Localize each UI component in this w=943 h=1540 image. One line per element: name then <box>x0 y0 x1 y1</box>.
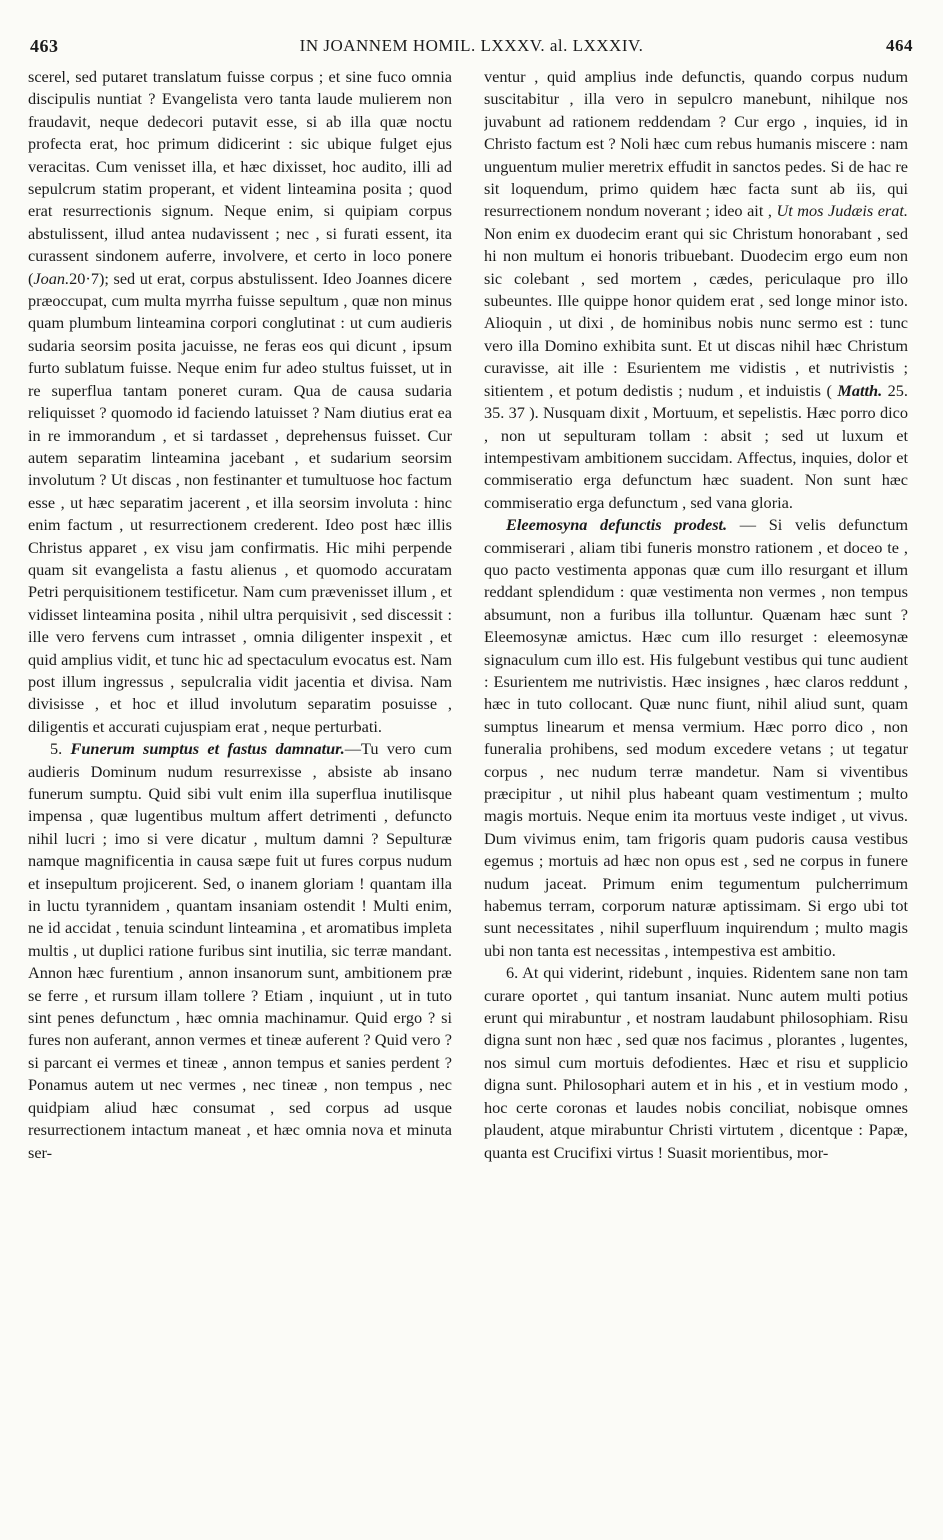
paragraph <box>484 962 908 1164</box>
section-number: 6. <box>506 963 519 983</box>
page-number-right: 464 <box>886 36 913 55</box>
paragraph <box>28 66 452 738</box>
paragraph <box>484 66 908 514</box>
section-heading: Funerum sumptus et fastus damnatur. <box>70 739 345 759</box>
body-text: —Tu vero cum audieris Dominum nudum resurrexisse , absiste ab insano funerum sumptu. Quid sibi vult enim illa superflua inutilisque impensa , quæ lugentibus multum affert detrimenti , defuncto nihil lucri ; imo si vere dicatur , multum damni ? Sepulturæ namque magnificentia in causa sæpe fuit ut fures corpus nudum et insepultum projicerent. Sed, o inanem gloriam ! quantam illa in luctu tyrannidem , quantam insaniam ostendit ! Multi enim, ne id accidat , tenuia scindunt linteamina , et aromatibus impleta multis , ut duplici ratione furibus sint inutilia, sic terræ mandant. Annon hæc furentium , annon insanorum sunt, ambitionem præ se ferre , et rursum illam tollere ? Etiam , inquiunt , ut in tuto sint penes defunctum , hæc omnia machinamur. Quid ergo ? si fures non auferant, annon vermes et tineæ auferent ? Quid vero ? si parcant ei vermes et tineæ , annon tempus et sanies perdent ? Ponamus autem ut nec vermes , nec tineæ , non tempus , nec quidpiam aliud hæc consumat , sed corpus ad usque resurrectionem intactum maneat , et hæc omnia nova et minuta ser- <box>28 739 452 1162</box>
left-column <box>28 66 452 1534</box>
body-text: — Si velis defunctum commiserari , aliam tibi funeris monstro rationem , et doceo te , quo pacto vestimenta apponas quæ cum illo resurgant et illum reddant splendidum : quæ vestimenta non vermes , non tempus absumunt, non a furibus illa tolluntur. Quænam hæc sunt ? Eleemosynæ amictus. Hæc cum illo resurget : eleemosynæ signaculum cum illo est. His fulgebunt vestibus qui tunc audient : Esurientem me nutrivistis. Hæc insignes , hæc claros reddunt , hæc in tuto collocant. Quæ nunc fiunt, nihil aliud sunt, quam sumptus linearum et mensa vermium. Hæc porro dico , non funeralia prohibens, sed modum excedere vetans ; ut tegatur corpus , nec nudum terræ mandetur. Nam si viventibus præcipitur , ut nihil plus habeant quam vestimentum ; multo magis mortuis. Neque enim ita mortuus veste indiget , ut vivus. Dum vivimus enim, tam frigoris quam pudoris causa vestibus egemus ; mortuis ad hæc non opus est , sed ne corpus in funere nudum jaceat. Primum enim tegumentum pulcherrimum habemus terram, corporum naturæ aptissimam. Si ergo ubi tot sunt necessitates , nihil superfluum inquirendum ; multo magis ubi non tanta est necessitas , intempestiva est ambitio. <box>484 515 908 960</box>
body-text: scerel, sed putaret translatum fuisse corpus ; et sine fuco omnia discipulis nuntiat ? Evangelista vero tanta laude mulierem non fraudavit, neque dedecori putavit esse, si ab illa quæ noctu profecta erat, hoc primum didicerint : sic ubique fulget ejus veracitas. Cum venisset illa, et hæc dixisset, hoc audito, illi ad sepulcrum statim properant, et vident linteamina posita ; quod erat resurrectionis signum. Neque enim, si quipiam corpus abstulissent, illud antea nudavissent ; nec , si furati essent, ita curassent sindonem auferre, involvere, et certo in loco ponere ( <box>28 67 452 288</box>
running-header <box>30 30 913 60</box>
body-text: ); sed ut erat, corpus abstulissent. Ideo Joannes dicere præoccupat, cum multa myrrha fuisse sepultum , quæ non minus quam plumbum linteamina corpori conglutinat : ut cum audieris sudaria seorsim posita jacuisse, ne feras eos qui dicunt , ipsum furto sublatum fuisse. Neque enim fur adeo stultus fuisset, ut in re superflua tantam poneret curam. Qua de causa sudaria reliquisset ? quomodo id faciendo latuisset ? Nam diutius erat ea in re immorandum , et si tardasset , deprehensus fuisset. Cur autem separatim linteamina jacebant , et sudarium seorsim involutum ? Ut discas , non festinanter et tumultuose hoc factum esse , ut hæc separatim jacerent , et illa seorsim involuta : hinc enim factum , ut resurrectionem crederent. Ideo post hæc illis Christus apparet , ex visu jam confirmatis. Hic mihi perpende quam sit evangelista a fastu alienus , et quomodo accuratam Petri perquisitionem testificetur. Nam cum prævenisset illum , et vidisset linteamina posita , nihil ultra perquisivit , sed discessit : ille vero fervens cum intrasset , omnia diligenter inspexit , et quid amplius vidit, et tunc hic ad spectaculum evocatus est. Nam post illum ingressus , sepulcralia vidit jacentia et divisa. Nam divisisse , et hoc et illud involutum separatim posuisse , diligentis et accurati cujuspiam erat , neque perturbati. <box>28 268 452 736</box>
right-column <box>484 66 908 1534</box>
scripture-reference: Matth. <box>837 380 883 400</box>
section-number: 5. <box>50 739 63 759</box>
scripture-quote: Ut mos Judæis erat. <box>776 201 908 221</box>
page-number-left: 463 <box>30 36 59 56</box>
scripture-reference: Joan. <box>33 268 70 288</box>
paragraph <box>28 738 452 1164</box>
body-text: At qui viderint, ridebunt , inquies. Ridentem sane non tam curare oportet , qui tantum insaniat. Nunc autem multi potius erunt qui mirabuntur , et nostram laudabunt philosophiam. Risu digna sunt non hæc , sed quæ nos facimus , plorantes , lugentes, nos simul cum mortuis defodientes. Hæc et risu et supplicio digna sunt. Philosophari autem et in his , et in vestium modo , hoc certe coronas et laudes nobis conciliat, nobisque omnes plaudent, atque mirabuntur Christi virtutem , dicentque : Papæ, quanta est Crucifixi virtus ! Suasit morientibus, mor- <box>484 963 908 1162</box>
scripture-reference-number: 20·7 <box>69 268 99 288</box>
body-text: Non enim ex duodecim erant qui sic Christum honorabant , sed hi non multum ei honoris tribuebant. Duodecim ergo eum non sic colebant , sed mortem , cædes, periculaque pro illo subeuntes. Ille quippe honor quidem erat , sed longe minor isto. Alioquin , ut dixi , de hominibus nobis nunc sermo est : tunc vero illa Domino exhibita sunt. Et ut discas nihil hæc Christum curavisse, ait ille : Esurientem me vidistis , et nutrivistis ; sitientem , et potum dedistis ; nudum , et induistis ( <box>484 223 908 400</box>
scripture-reference-number: 25. 35. 37 <box>484 380 908 423</box>
paragraph <box>484 514 908 962</box>
body-text: ). Nusquam dixit , Mortuum, et sepelistis. Hæc porro dico , non ut sepulturam tollam : absit ; sed ut luxum et intempestivam ambitionem succidam. Affectus, inquies, dolor et commiseratio erga defunctum hæc suadent. Non sunt hæc commiseratio erga defunctum , sed vana gloria. <box>484 403 908 512</box>
section-heading: Eleemosyna defunctis prodest. <box>506 515 728 535</box>
body-text: ventur , quid amplius inde defunctis, quando corpus nudum suscitabitur , illa vero in sepulcro manebunt, nihilque nos juvabunt ad rationem reddendam ? Cur ergo , inquies, id in Christo factum est ? Noli hæc cum rebus humanis miscere : nam unguentum mulier meretrix effudit in sanctos pedes. Si de hac re sit loquendum, primo quidem hæc facta sunt ab iis, qui resurrectionem nondum noverant ; ideo ait , <box>484 67 908 221</box>
running-title: IN JOANNEM HOMIL. LXXXV. al. LXXXIV. <box>299 36 644 55</box>
